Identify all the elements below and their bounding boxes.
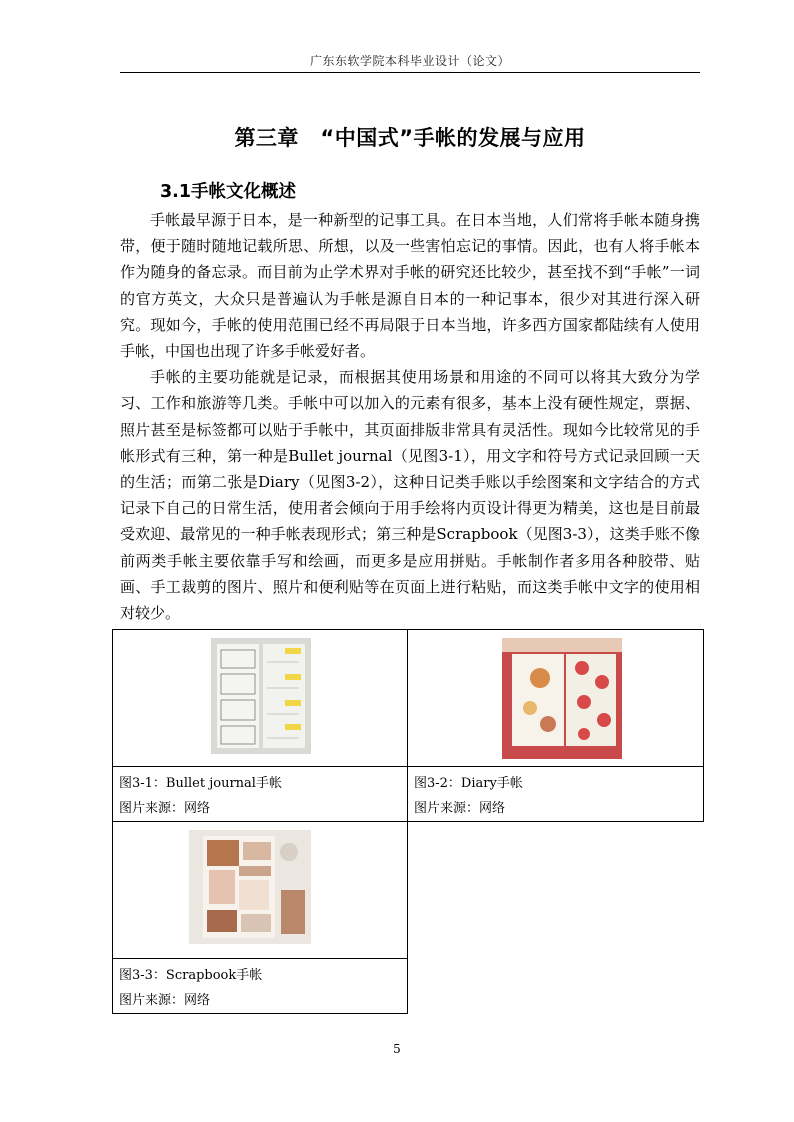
section-title: 3.1手帐文化概述 <box>160 182 297 202</box>
figure-2-caption-cell <box>408 767 704 822</box>
figure-2-image-cell <box>408 630 704 767</box>
figure-3-caption: 图3-3：Scrapbook手帐 <box>119 968 263 983</box>
figure-3-caption-cell <box>113 959 408 1014</box>
bullet-journal-photo <box>211 638 311 754</box>
paragraph-2: 手帐的主要功能就是记录，而根据其使用场景和用途的不同可以将其大致分为学习、工作和旅游等几类。手帐中可以加入的元素有很多，基本上没有硬性规定，票据、照片甚至是标签都可以贴于手帐中，其页面排版非常具有灵活性。现如今比较常见的手帐形式有三种，第一种是Bullet journal（见图3-1），用文字和符号方式记录回顾一天的生活；而第二张是Diary（见图3-2），这种日记类手账以手绘图案和文字结合的方式记录下自己的日常生活，使用者会倾向于用手绘将内页设计得更为精美，这也是目前最受欢迎、最常见的一种手帐表现形式；第三种是Scrapbook（见图3-3），这类手账不像前两类手帐主要依靠手写和绘画，而更多是应用拼贴。手帐制作者多用各种胶带、贴画、手工裁剪的图片、照片和便利贴等在页面上进行粘贴，而这类手帐中文字的使用相对较少。 <box>120 368 700 623</box>
body-text <box>120 207 700 626</box>
figure-1-caption: 图3-1：Bullet journal手帐 <box>119 776 282 791</box>
running-header: 广东东软学院本科毕业设计（论文） <box>309 54 510 68</box>
paragraph-1: 手帐最早源于日本，是一种新型的记事工具。在日本当地，人们常将手帐本随身携带，便于随时随地记载所思、所想，以及一些害怕忘记的事情。因此，也有人将手帐本作为随身的备忘录。而目前为止学术界对手帐的研究还比较少，甚至找不到“手帐”一词的官方英文，大众只是普遍认为手帐是源自日本的一种记事本，很少对其进行深入研究。现如今，手帐的使用范围已经不再局限于日本当地，许多西方国家都陆续有人使用手帐，中国也出现了许多手帐爱好者。 <box>120 211 700 361</box>
figure-1-caption-cell <box>113 767 408 822</box>
figure-3-source: 图片来源：网络 <box>119 993 211 1008</box>
figure-2-source: 图片来源：网络 <box>414 801 506 816</box>
page-number: 5 <box>393 1042 401 1056</box>
figure-3-image-cell <box>113 822 408 959</box>
scrapbook-photo <box>189 830 311 944</box>
figure-1-image-cell <box>113 630 408 767</box>
header-rule <box>120 72 700 73</box>
figure-table <box>112 629 704 1014</box>
figure-1-source: 图片来源：网络 <box>119 801 211 816</box>
figure-2-caption: 图3-2：Diary手帐 <box>414 776 523 791</box>
chapter-title: 第三章 “中国式”手帐的发展与应用 <box>234 126 586 150</box>
diary-photo <box>502 638 622 759</box>
